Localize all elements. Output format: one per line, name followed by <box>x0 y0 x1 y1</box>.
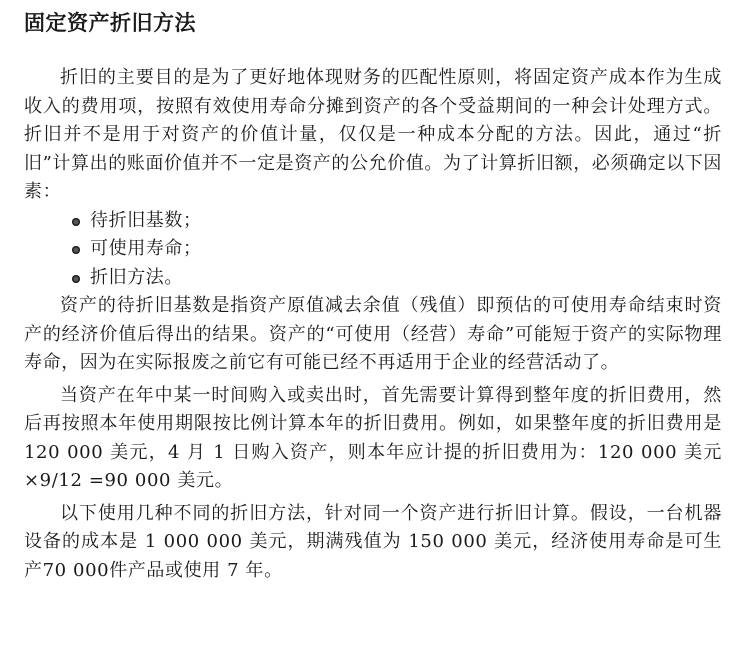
list-item-text: 可使用寿命； <box>90 238 202 259</box>
intro-paragraph: 折旧的主要目的是为了更好地体现财务的匹配性原则，将固定资产成本作为生成收入的费用项，按照有效使用寿命分摊到资产的各个受益期间的一种会计处理方式。折旧并不是用于对资产的价值计量，仅仅是一种成本分配的方法。因此，通过“折旧”计算出的账面价值并不一定是资产的公允价值。为了计算折旧额，必须确定以下因素： <box>24 67 722 202</box>
bullet-icon <box>72 246 80 254</box>
list-item <box>72 264 722 293</box>
example-paragraph: 以下使用几种不同的折旧方法，针对同一个资产进行折旧计算。假设，一台机器设备的成本是 1 000 000 美元，期满残值为 150 000 美元，经济使用寿命是可生产70 000件产品或使用 7 年。 <box>24 502 722 581</box>
bullet-icon <box>72 275 80 283</box>
depreciation-base-paragraph: 资产的待折旧基数是指资产原值减去余值（残值）即预估的可使用寿命结束时资产的经济价值后得出的结果。资产的“可使用（经营）寿命”可能短于资产的实际物理寿命，因为在实际报废之前它有可能已经不再适用于企业的经营活动了。 <box>24 295 722 373</box>
list-item-text: 折旧方法。 <box>90 266 183 288</box>
list-item-text: 待折旧基数； <box>90 209 202 231</box>
bullet-icon <box>72 218 80 226</box>
title-spacer <box>24 38 722 64</box>
factor-list <box>24 207 722 293</box>
list-item <box>72 207 722 236</box>
list-item <box>72 235 722 264</box>
section-title: 固定资产折旧方法 <box>24 11 196 35</box>
midyear-paragraph: 当资产在年中某一时间购入或卖出时，首先需要计算得到整年度的折旧费用，然后再按照本年使用期限按比例计算本年的折旧费用。例如，如果整年度的折旧费用是 120 000 美元，4 月 1 日购入资产，则本年应计提的折旧费用为：120 000 美元 ×9/12 =90 000 美元。 <box>24 384 722 491</box>
